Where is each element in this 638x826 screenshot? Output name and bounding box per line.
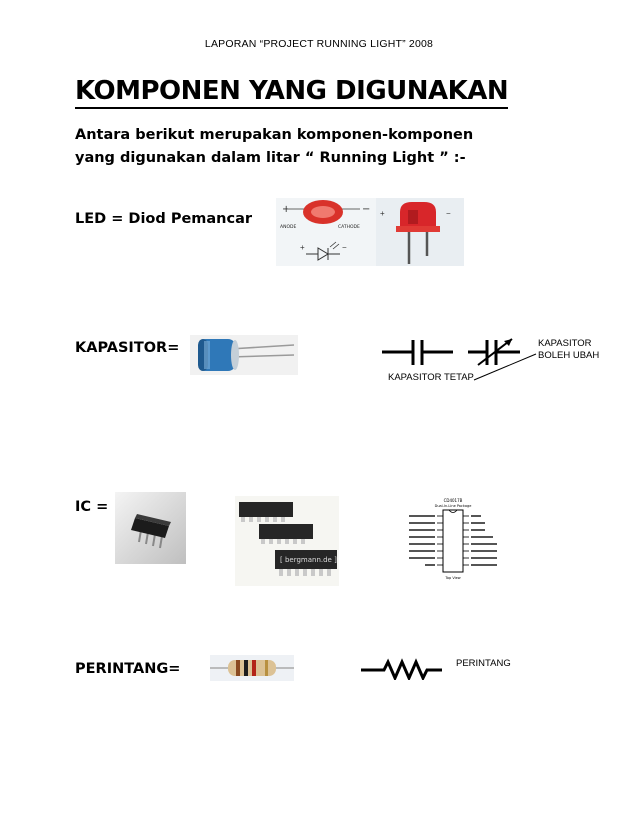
led-diagram-icon — [276, 198, 464, 266]
pointer-line-icon — [472, 352, 538, 382]
variable-capacitor-caption-line2: BOLEH UBAH — [538, 350, 600, 361]
capacitor-label: KAPASITOR= — [75, 340, 180, 356]
caption-pointer — [472, 352, 538, 382]
electrolytic-capacitor-icon — [190, 335, 298, 375]
page-title: KOMPONEN YANG DIGUNAKAN — [75, 76, 508, 109]
pinout-bottom-label: Top View — [445, 576, 461, 580]
svg-text:+: + — [282, 204, 291, 215]
variable-capacitor-caption — [538, 338, 599, 362]
svg-text:−: − — [362, 204, 371, 215]
ic-label: IC = — [75, 499, 109, 515]
dip-chips-icon — [235, 496, 339, 586]
dip-chip-icon — [115, 492, 186, 564]
page-header: LAPORAN “PROJECT RUNNING LIGHT” 2008 — [204, 38, 434, 50]
resistor-label: PERINTANG= — [75, 661, 181, 677]
ic-photo-single — [115, 492, 186, 564]
svg-text:+: + — [380, 209, 385, 218]
svg-text:+: + — [300, 243, 305, 252]
svg-text:−: − — [342, 243, 347, 252]
resistor-caption: PERINTANG — [456, 658, 511, 669]
led-cathode-text: CATHODE — [338, 225, 360, 230]
led-label: LED = Diod Pemancar — [75, 211, 253, 227]
pinout-subtitle: Dual-In-Line Package — [434, 504, 472, 508]
ic-pinout-diagram — [405, 496, 501, 592]
ic-chip-text: [ bergmann.de ] — [280, 556, 337, 564]
resistor-symbol — [360, 658, 444, 680]
svg-text:−: − — [446, 209, 451, 218]
led-anode-text: ANODE — [280, 225, 297, 230]
pinout-title: CD4017B — [443, 498, 463, 503]
variable-capacitor-caption-line1: KAPASITOR — [538, 338, 592, 349]
ic-pinout-icon — [405, 496, 501, 592]
capacitor-image — [190, 335, 298, 375]
resistor-symbol-icon — [360, 658, 444, 680]
intro-paragraph: Antara berikut merupakan komponen-komponen yang digunakan dalam litar “ Running Light ” :- — [75, 127, 474, 166]
ic-photo-multiple — [235, 496, 339, 586]
led-image — [276, 198, 464, 266]
fixed-capacitor-caption: KAPASITOR TETAP — [388, 372, 474, 383]
resistor-photo — [210, 655, 294, 681]
resistor-photo-icon — [210, 655, 294, 681]
